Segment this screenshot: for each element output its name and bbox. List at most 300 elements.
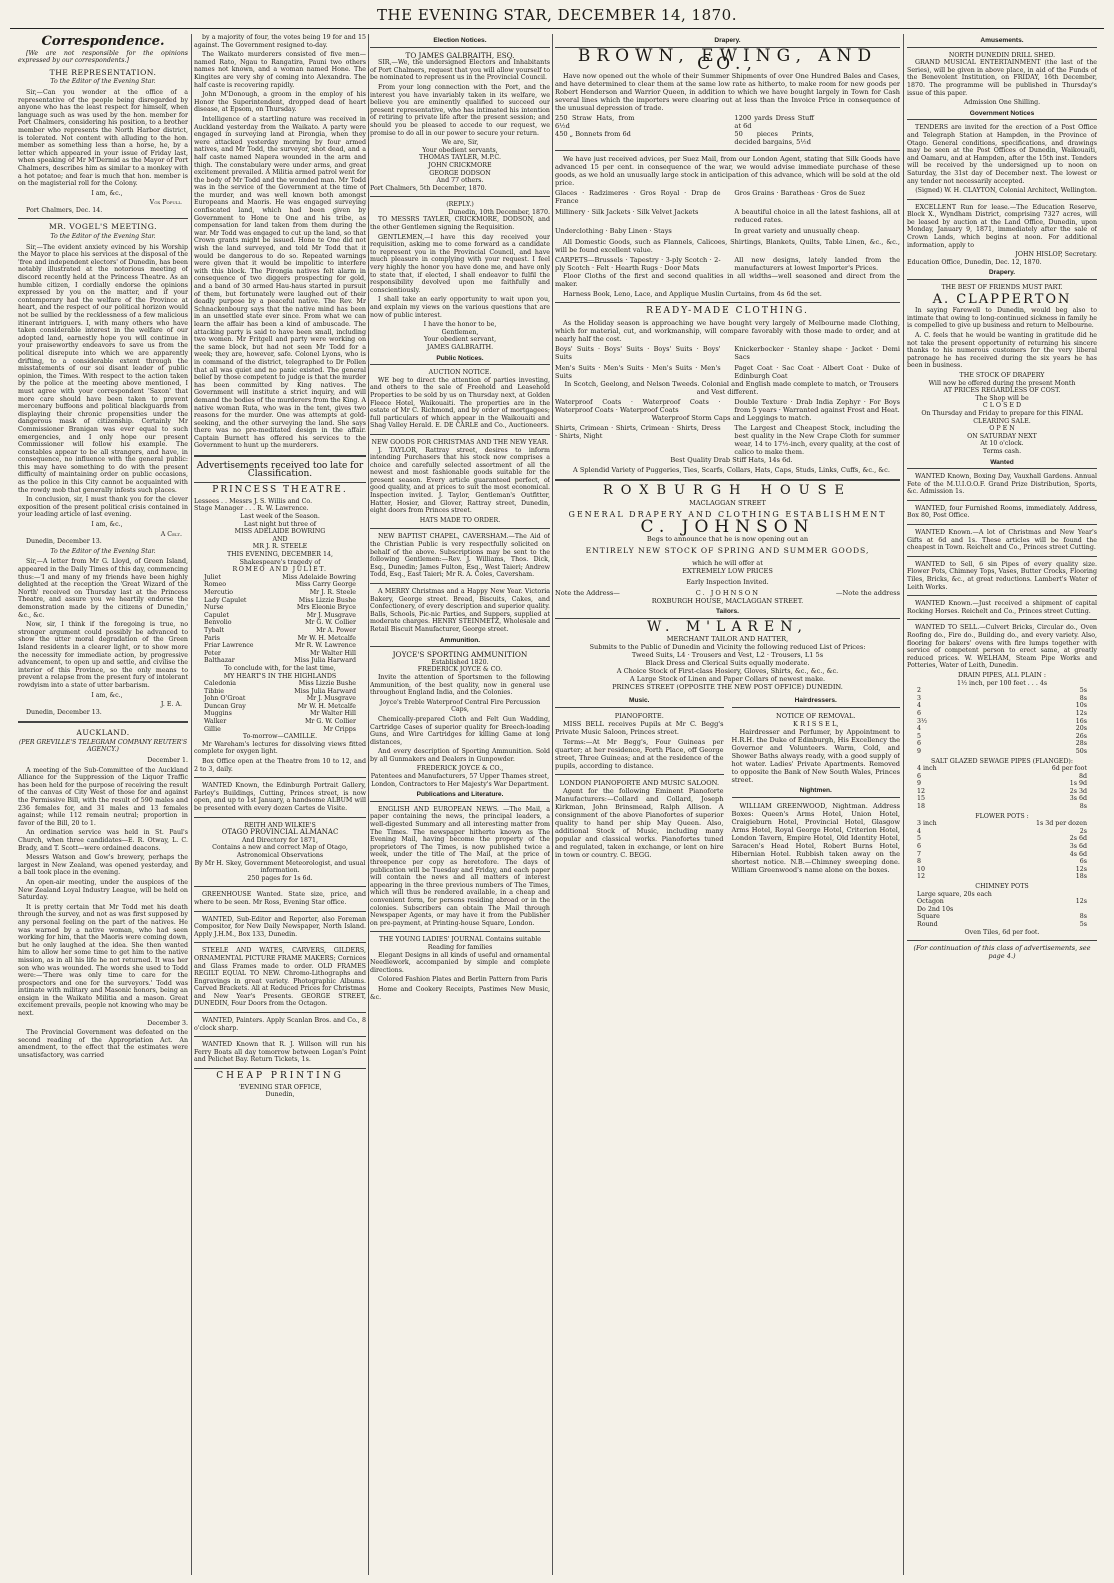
goods-item: Boys' Suits · Boys' Suits · Boys' Suits · Boys' Suits	[555, 345, 721, 361]
ad-wanted: WANTED Known, the Edinburgh Portrait Gallery, Farley's Buildings, Cutting, Princes street, is now open, and up to 1st January, a handsome ALBUM will be presented with every dozen Cartes de Visite.	[194, 782, 366, 812]
ad-line: Dunedin, 10th December, 1870.	[448, 208, 550, 216]
ad-title: PRINCESS THEATRE.	[212, 485, 348, 496]
divider	[555, 774, 724, 775]
disclaimer: [We are not responsible for the opinions expressed by our correspondents.]	[18, 49, 188, 65]
cast-row-value: Miss Carry George	[295, 581, 356, 589]
price-row-value: 2s	[1079, 827, 1087, 835]
price-row-value: 20s	[1075, 725, 1087, 733]
price-row	[907, 906, 1097, 914]
ad-line: Gentlemen,	[441, 328, 479, 336]
price-row-label: 10	[917, 865, 926, 873]
ad-title: THE BEST OF FRIENDS MUST PART.	[941, 284, 1063, 292]
divider	[18, 721, 188, 724]
ad-line: JAMES GALBRAITH.	[426, 343, 494, 351]
divider	[370, 528, 550, 529]
ad-title: TO JAMES GALBRAITH, ESQ.	[405, 50, 515, 60]
dateline: December 3.	[147, 1019, 188, 1027]
section-title: Public Notices.	[370, 355, 550, 366]
ad-line: Begs to announce that he is now opening out an	[646, 535, 809, 543]
cast-row-label: Capulet	[204, 611, 229, 619]
ad-line: ENTIRELY NEW STOCK OF SPRING AND SUMMER GOODS,	[585, 546, 870, 555]
divider	[907, 199, 1097, 200]
cast-row	[194, 718, 366, 726]
divider	[370, 931, 550, 932]
section-title: Publications and Literature.	[370, 791, 550, 802]
ad-line: And Directory for 1871,	[241, 836, 318, 844]
cast-row-value: Miss Julia Harward	[294, 657, 356, 665]
price-row-value: 6d per foot	[1051, 765, 1087, 773]
price-row-label: 15	[917, 795, 926, 803]
cast-row	[194, 597, 366, 605]
paragraph: Messrs Watson and Gow's brewery, perhaps the largest in New Zealand, was opened yesterday, and a ball took place in the evening.	[18, 854, 188, 877]
goods-item: Underclothing · Baby Linen · Stays	[555, 227, 672, 235]
divider	[907, 556, 1097, 557]
goods-list	[555, 364, 900, 380]
ad-wanted: WANTED Known, Boxing Day, Vauxhall Gardens. Annual Fete of the M.U.I.O.O.F. Grand Prize Distribution, Sports, &c. Admission 1s.	[907, 473, 1097, 496]
ad-line: (REPLY.)	[446, 201, 474, 209]
section-title: Government Notices	[907, 110, 1097, 121]
paragraph: WILLIAM GREENWOOD, Nightman. Address Boxes: Queen's Arms Hotel, Union Hotel, Craigieburn Hotel, Provincial Hotel, Glasgow Arms Hotel, Royal George Hotel, Criterion Hotel, London Tavern, Empire Hotel, Old Identity Hotel, Saracen's Head Hotel, Robert Burns Hotel, Hibernian Hotel. Rubbish taken away on the shortest notice. N.B.—Chimney sweeping done. William Greenwood's name alone on the boxes.	[731, 802, 900, 874]
paragraph: As the Holiday season is approaching we have bought very largely of Melbourne made Clothing, which for material, cut, and workmanship, will compare favorably with those made to order, and at nearly half the cost.	[555, 319, 900, 343]
goods-list	[555, 208, 900, 224]
divider	[194, 886, 366, 887]
divider	[907, 619, 1097, 620]
ad-line: JOHN HISLOP, Secretary.	[1015, 251, 1097, 259]
cast-row-value: Mrs Eleonie Bryce	[296, 604, 356, 612]
price-row-value: 50s	[1075, 747, 1087, 755]
paragraph: SIR,—We, the undersigned Electors and Inhabitants of Port Chalmers, request that you will allow yourself to be nominated to represent us in the Provincial Council.	[370, 59, 550, 82]
ad-line: The Shop will be	[975, 394, 1029, 402]
ad-line: And 77 others.	[436, 177, 484, 185]
paragraph: GENTLEMEN,—I have this day received your requisition, asking me to come forward as a candidate to represent you in the Provincial Council, and have much pleasure in complying with your request. I feel very highly the honor you have done me, and have only to state that, if elected, I shall endeavor to fulfil the responsibility devolved upon me faithfully and conscientiously.	[370, 233, 550, 294]
ad-line: HATS MADE TO ORDER.	[419, 516, 501, 524]
ad-title: ROXBURGH HOUSE	[603, 483, 852, 498]
ad-line: FREDERICK JOYCE & CO.,	[416, 765, 504, 773]
price-row	[907, 913, 1097, 921]
cast-list	[194, 574, 366, 665]
signature: Vox Populi.	[149, 199, 182, 207]
goods-item: A beautiful choice in all the latest fashions, all at reduced rates.	[734, 208, 900, 224]
paragraph: Agent for the following Eminent Pianoforte Manufacturers:—Collard and Collard, Joseph Kirkman, John Brinsmead, Ralph Allison. A consignment of the above Pianofortes of superior quality to hand per ship May Queen. Also, additional Stock of Music, including many popular and classical works. Pianofortes tuned and regulated, taken in exchange, or lent on hire in town or country. C. BEGG.	[555, 787, 724, 859]
price-row-value: 3s 6d	[1069, 795, 1087, 803]
price-line: Oven Tiles, 6d per foot.	[964, 928, 1040, 936]
ad-line: Mr Wareham's lectures for dissolving views fitted complete for oxygen light.	[194, 740, 366, 756]
cast-row-value: Mr G. W. Collier	[304, 718, 356, 726]
column-1	[18, 34, 188, 1575]
cast-row-value: Mr J. R. Steele	[309, 588, 356, 596]
goods-list	[555, 345, 900, 361]
cast-row	[194, 635, 366, 643]
divider	[370, 196, 550, 197]
ad-steele: STEELE AND WATES, CARVERS, GILDERS, ORNAMENTAL PICTURE FRAME MAKERS; Cornices and Glass Frames made to order. OLD FRAMES REGILT EQUAL TO NEW. Chromo-Lithographs and Engravings in great variety. Photographic Albums. Carved Brackets. All at Reduced Prices for Christmas and New Year's Presents. GEORGE STREET, DUNEDIN, Four Doors from the Octagon.	[194, 947, 366, 1008]
cast-row-value: Miss Lizzie Bushe	[298, 680, 356, 688]
ad-line: C. JOHNSON	[695, 589, 761, 597]
ad-line: At 10 o'clock.	[980, 440, 1024, 448]
cast-row-value: Miss Julia Harward	[294, 687, 356, 695]
price-row-value: 8s	[1079, 694, 1087, 702]
paragraph: All Domestic Goods, such as Flannels, Calicoes, Shirtings, Blankets, Quilts, Table Linen, &c., &c., will be found excellent value.	[555, 238, 900, 254]
section-title: Hairdressers.	[732, 697, 901, 708]
price-row-label: 4	[917, 702, 922, 710]
price-row	[907, 898, 1097, 906]
paragraph: EXCELLENT Run for lease.—The Education Reserve, Block X., Wyndham District, comprising 7327 acres, will be leased by auction at the Land Office, Dunedin, upon Monday, January 9, 1871, immediately after the sale of Crown Lands, which begins at noon. For additional information, apply to	[907, 203, 1097, 249]
cast-row	[194, 589, 366, 597]
ad-line: OTAGO PROVINCIAL ALMANAC	[221, 828, 339, 837]
cast-row-label: Nurse	[204, 604, 224, 612]
price-row-value: 28s	[1075, 740, 1087, 748]
paragraph: A MERRY Christmas and a Happy New Year. Victoria Bakery, George street. Bread, Biscuits, Cakes, and Confectionery, of every description and superior quality. Balls, Schools, Pic-nic Parties, and Suppers, supplied at moderate charges. HENRY STEINMETZ, Wholesale and Retail Biscuit Manufacturer, George street.	[370, 588, 550, 633]
section-title: Drapery.	[555, 37, 900, 48]
ad-line: Lessees . . Messrs J. S. Willis and Co.	[194, 497, 313, 505]
price-row	[907, 695, 1097, 703]
cast-row	[194, 612, 366, 620]
cast-row-label: Mercutio	[204, 588, 234, 596]
ad-line: Will now be offered during the present Month	[928, 379, 1076, 387]
price-title: DRAIN PIPES, ALL PLAIN :	[958, 671, 1046, 679]
ad-line: Submits to the Public of Dunedin and Vicinity the following reduced List of Prices:	[589, 643, 866, 651]
cast-row	[194, 695, 366, 703]
price-list	[907, 687, 1097, 755]
price-row-label: 6	[917, 772, 922, 780]
ad-line: 'EVENING STAR OFFICE,	[238, 1083, 322, 1091]
ad-wanted: WANTED Known.—A lot of Christmas and New Year's Gifts at 6d and 1s. These articles will be found the cheapest in Town. Reichelt and Co., Princes street Cutting.	[907, 529, 1097, 552]
article-title: MR. VOGEL'S MEETING.	[48, 222, 158, 232]
paragraph: Sir,—Can you wonder at the office of a representative of the people being disregarded by anyone who has the least respect for himself, when language such as was used by the hon. member for Port Chalmers, considering his position, to a brother member who represents the North Harbor district, is tolerated. Not content with alluding to the hon. member as something less than a horse, he, by a letter which appeared in your issue of Friday last, when speaking of Mr M'Dermid as the Mayor of Port Chalmers, describes him as similar to a monkey with a hot potatoe; and fear is much that hon. member is on the magisterial roll for the Colony.	[18, 88, 188, 188]
ad-line: C. JOHNSON	[640, 517, 815, 537]
price-row-label: 5	[917, 835, 922, 843]
ad-line: Black Dress and Clerical Suits equally moderate.	[645, 659, 810, 667]
dateline: Port Chalmers, Dec. 14.	[26, 206, 103, 214]
price-row-value: 8d	[1078, 772, 1087, 780]
paragraph: (Signed) W. H. CLAYTON, Colonial Architect, Wellington.	[915, 187, 1097, 195]
price-row	[907, 748, 1097, 756]
dateline: December 1.	[147, 757, 188, 765]
divider	[907, 500, 1097, 501]
cast-row-value: Mr Cripps	[323, 725, 356, 733]
signature: J. E. A.	[160, 701, 182, 709]
cast-row	[194, 703, 366, 711]
goods-list	[555, 424, 900, 456]
price-title: CHIMNEY POTS	[975, 883, 1029, 890]
paragraph: Hairdresser and Perfumer, by Appointment to H.R.H. the Duke of Edinburgh, His Excellency the Governor and Volunteers. Warm, Cold, and Shower Baths always ready, with a good supply of hot water. Ladies' Private Apartments. Removed to opposite the Bank of New South Wales, Princes street.	[731, 728, 900, 784]
paragraph: GRAND MUSICAL ENTERTAINMENT (the last of the Series), will be given in above place, in aid of the Funds of the Benevolent Institution, on FRIDAY, 16th December, 1870. The programme will be published in Thursday's issue of this paper.	[907, 59, 1097, 97]
goods-item: CARPETS—Brussels · Tapestry · 3-ply Scotch · 2-ply Scotch · Felt · Hearth Rugs · Door Mats	[555, 256, 721, 272]
paragraph: We have just received advices, per Suez Mail, from our London Agent, stating that Silk Goods have advanced 15 per cent. in consequence of the war, we would advise immediate purchase of these goods, as we hold an unusually large stock in anticipation of this advance, which will be sold at the old price.	[555, 155, 900, 187]
cast-row	[194, 688, 366, 696]
article-subtitle: (PER GREVILLE'S TELEGRAM COMPANY REUTER'S AGENCY.)	[18, 738, 188, 754]
ad-wanted: WANTED, Sub-Editor and Reporter, also Foreman Compositor, for New Daily Newspaper, North Island. Apply J.H.M., Box 133, Dunedin.	[194, 915, 366, 938]
paragraph: by a majority of four, the votes being 19 for and 15 against. The Government resigned to-day.	[194, 34, 366, 49]
goods-item: Waterproof Coats · Waterproof Coats · Waterproof Coats · Waterproof Coats	[555, 398, 721, 414]
ad-title: NORTH DUNEDIN DRILL SHED.	[948, 51, 1056, 59]
paragraph: TENDERS are invited for the erection of a Post Office and Telegraph Station at Hampden, in the Province of Otago. General conditions, specifications, and drawings may be seen at the Post Offices of Dunedin, Waikouaiti, and Oamaru, and at Hampden, after the 15th inst. Tenders will be received by the undersigned up to noon on Saturday, the 31st day of December next. The lowest or any tender not necessarily accepted.	[907, 124, 1097, 185]
cast-row-label: Romeo	[204, 581, 227, 589]
paragraph: I am, &c.,	[91, 189, 123, 197]
ad-line: I have the honor to be,	[423, 321, 497, 329]
cast-row	[194, 726, 366, 734]
ad-line: —Note the address	[835, 589, 900, 597]
ad-ferry: WANTED Known that R. J. Willson will run his Ferry Boats all day tomorrow between Logan's Point and Pelichet Bay. Return Tickets, 1s.	[194, 1041, 366, 1064]
cast-row-label: Walker	[204, 718, 227, 726]
ad-line: AND	[272, 535, 288, 543]
cast-row-label: Tibbie	[204, 687, 225, 695]
price-row-label: 7	[917, 850, 922, 858]
paragraph: An open-air meeting, under the auspices of the New Zealand Loyal Industry League, will be held on Saturday.	[18, 878, 188, 902]
ad-line: ROXBURGH HOUSE, MACLAGGAN STREET.	[651, 597, 804, 605]
price-row-value: 10s	[1075, 702, 1087, 710]
price-row-label: 4	[917, 827, 922, 835]
paragraph: Best Quality Drab Stiff Hats, 14s 6d.	[670, 456, 793, 464]
paragraph: In saying Farewell to Dunedin, would beg also to intimate that owing to long-continued sickness in family he is compelled to give up business and return to Melbourne.	[907, 307, 1097, 330]
ad-line: which he will offer at	[692, 559, 763, 567]
price-row	[907, 866, 1097, 874]
ad-title: CHEAP PRINTING	[216, 1071, 344, 1082]
price-row-value: 1s 9d	[1069, 780, 1087, 788]
price-title: SALT GLAZED SEWAGE PIPES (FLANGED):	[931, 757, 1073, 765]
goods-item: In great variety and unusually cheap.	[734, 227, 860, 235]
ad-line: A Choice Stock of First-class Hosiery, Gloves, Shirts, &c., &c., &c.	[616, 667, 839, 675]
lower-columns	[555, 694, 900, 876]
section-title: Correspondence.	[41, 34, 165, 49]
goods-item: Knickerbocker · Stanley shape · Jacket · Demi Sacs	[734, 345, 900, 361]
continuation-note: (For continuation of this class of advertisements, see page 4.)	[913, 944, 1091, 960]
paragraph: Now, sir, I think if the foregoing is true, no stronger argument could possibly be advanced to show the utter moral degradation of the Green Island residents in a clearer light, or to show more the necessity for immediate action, by progressive advancement, to open up and settle, and civilise the interior of this Province, so the only means to prevent a relapse from the present fury of intolerant rowdyism into a state of utter barbarism.	[18, 621, 188, 689]
ad-line: 250 pages for 1s 6d.	[247, 874, 313, 882]
price-row-value: 12s	[1075, 865, 1087, 873]
paragraph: Harness Book, Leno, Lace, and Applique Muslin Curtains, from 4s 6d the set.	[563, 290, 822, 298]
ad-title: LONDON PIANOFORTE AND MUSIC SALOON.	[559, 779, 720, 787]
ad-line: Port Chalmers, 5th December, 1870.	[370, 184, 487, 192]
paragraph: J. TAYLOR, Rattray street, desires to inform intending Purchasers that his stock now comprises a choice and carefully selected assortment of all the newest and most fashionable goods suitable for the present season. Every article guaranteed perfect, of good quality, and at prices to suit the most economical. Inspection invited. J. Taylor, Gentleman's Outfitter, Hatter, Hosier, and Glover, Rattray street, Dunedin, eight doors from Princes street.	[370, 446, 550, 515]
price-row-label: 8	[917, 858, 922, 866]
divider	[370, 434, 550, 435]
paragraph: From your long connection with the Port, and the interest you have invariably taken in its welfare, we believe you are eminently qualified to succeed our present representative, who has intimated his intention of retiring to private life after the present session; and should you be pleased to accede to our request, we promise to do all in our power to secure your return.	[370, 83, 550, 137]
cast-row	[194, 680, 366, 688]
divider	[555, 302, 900, 303]
divider	[555, 479, 900, 482]
divider	[194, 482, 366, 483]
ad-line: Terms cash.	[982, 447, 1022, 455]
ad-line: MISS ADELAIDE BOWRING	[234, 528, 326, 536]
divider	[370, 583, 550, 584]
cast-row-label: Balthazar	[204, 657, 235, 665]
article-subtitle: To the Editor of the Evening Star.	[50, 233, 156, 241]
ad-line: Early Inspection Invited.	[686, 578, 769, 586]
price-row-label: Round	[917, 920, 938, 928]
hairdresser-column	[732, 694, 901, 876]
goods-item: All new designs, lately landed from the manufacturers at lowest Importer's Prices.	[734, 256, 900, 272]
price-row	[907, 858, 1097, 866]
paragraph: The Provincial Government was defeated on the second reading of the Appropriation Act. An amendment, to the effect that the estimates were unsatisfactory, was carried	[18, 1029, 188, 1060]
ad-wanted: WANTED, four Furnished Rooms, immediately. Address, Box 80, Post Office.	[907, 504, 1097, 520]
price-row-label: 3½	[917, 717, 928, 725]
price-row-label: 9	[917, 747, 922, 755]
price-row-label: Octagon	[917, 898, 944, 906]
divider	[194, 777, 366, 778]
paragraph: In Scotch, Geelong, and Nelson Tweeds. Colonial and English made complete to match, or Trousers and Vest different.	[564, 380, 899, 396]
cast-row-label: Friar Lawrence	[204, 642, 254, 650]
paragraph: Patentees and Manufacturers, 57 Upper Thames street, London, Contractors to Her Majesty's War Department.	[370, 773, 550, 788]
ad-greenhouse: GREENHOUSE Wanted. State size, price, and where to be seen. Mr Ross, Evening Star office.	[194, 891, 366, 906]
paragraph: I am, &c.,	[91, 521, 123, 529]
cast-row-label: Muggins	[204, 710, 232, 718]
price-row-label: 2	[917, 687, 922, 695]
music-column	[555, 694, 724, 876]
cast-row-value: Mr W. H. Metcalfe	[297, 702, 356, 710]
price-row-label: 6	[917, 709, 922, 717]
price-row-value: 1s 3d per dozen	[1036, 820, 1087, 828]
column-5	[907, 34, 1097, 1575]
goods-item: The Largest and Cheapest Stock, including the best quality in the New Crape Cloth for summer wear, 14 to 17½-inch, every quality, at the cost of calico to make them.	[734, 424, 900, 456]
cast-row-label: John O'Groat	[204, 695, 246, 703]
ad-painters: WANTED, Painters. Apply Scanlan Bros. and Co., 8 o'clock sharp.	[194, 1017, 366, 1032]
section-title: Nightmen.	[732, 787, 901, 798]
cast-row	[194, 710, 366, 718]
price-row	[907, 773, 1097, 781]
cast-row	[194, 619, 366, 627]
ad-line: A Large Stock of Linen and Paper Collars of newest make.	[629, 675, 826, 683]
divider	[907, 595, 1097, 596]
goods-list	[555, 189, 900, 205]
cast-row-value: Mr G. W. Collier	[304, 619, 356, 627]
paragraph: In conclusion, sir, I must thank you for the clever exposition of the present political crisis contained in your leading article of last evening.	[18, 496, 188, 519]
column-rule	[552, 34, 553, 1575]
price-row-label: Square	[917, 913, 940, 921]
cast-row-label: Benvolio	[204, 619, 232, 627]
section-title: Amusements.	[907, 37, 1097, 48]
price-row	[907, 835, 1097, 843]
price-row-value: 4s 6d	[1069, 850, 1087, 858]
ad-line: AT PRICES REGARDLESS OF COST.	[943, 387, 1061, 395]
price-row	[907, 718, 1097, 726]
ad-line: FREDERICK JOYCE & CO.	[417, 666, 503, 674]
goods-list	[555, 227, 900, 235]
article-subtitle: To the Editor of the Evening Star.	[50, 78, 156, 86]
paragraph: Chemically-prepared Cloth and Felt Gun Wadding, Cartridge Cases of superior quality for Breech-loading Guns, and Wire Cartridges for killing Game at long distances,	[370, 715, 550, 746]
goods-item: Millinery · Silk Jackets · Silk Velvet Jackets	[555, 208, 699, 216]
column-3	[370, 34, 550, 1575]
ad-wanted: WANTED TO SELL.—Culvert Bricks, Circular do., Oven Roofing do., Fire do., Building do., and every variety. Also, flooring for bakers' ovens with fire lumps together with service of competent person to erect same, at greatly reduced prices. W. WELHAM, Steam Pipe Works and Potteries, Water of Leith, Dunedin.	[907, 624, 1097, 670]
paragraph: Have now opened out the whole of their Summer Shipments of over One Hundred Bales and Cases, and have determined to clear them at the same low rate as hitherto, to make room for new goods per Robert Henderson and Warrior Queen, in addition to which we have bought largely in Town for Cash several lines which the importers were clearing out at less than the Invoice Price in consequence of the unusual depression of trade.	[555, 72, 900, 112]
price-row-label: 5	[917, 732, 922, 740]
price-row	[907, 765, 1097, 773]
paragraph: A Splendid Variety of Puggeries, Ties, Scarfs, Collars, Hats, Caps, Studs, Links, Cuffs, &c., &c.	[573, 466, 890, 474]
ad-line: O P E N	[989, 425, 1015, 433]
paragraph: Elegant Designs in all kinds of useful and ornamental Needlework, accompanied by simple and complete directions.	[370, 951, 550, 974]
ad-title: BROWN, EWING, AND CO.,	[577, 46, 878, 74]
ad-line: To conclude with, for the last time,	[224, 664, 336, 672]
ad-line: MERCHANT TAILOR AND HATTER,	[666, 635, 789, 643]
paragraph: A. C. feels that he would be wanting in gratitude did he not take the present opportunity of returning his sincere thanks to his numerous customers for the very liberal patronage he has received during the six years he has been in business.	[907, 332, 1097, 370]
section-title: Drapery.	[907, 269, 1097, 280]
price-row	[907, 851, 1097, 859]
cast-row	[194, 642, 366, 650]
cast-row-label: Tybalt	[204, 626, 225, 634]
price-row-label: 12	[917, 873, 926, 881]
section-title: Wanted	[907, 459, 1097, 470]
price-row-value: 12s	[1075, 709, 1087, 717]
dateline: Dunedin, December 13.	[26, 538, 102, 546]
ad-line: MR J. R. STEELE	[252, 543, 308, 551]
ad-line: PRINCES STREET (OPPOSITE THE NEW POST OFFICE) DUNEDIN.	[612, 683, 843, 691]
cast-row-label: Peter	[204, 649, 221, 657]
paragraph: Invite the attention of Sportsmen to the following Ammunition, of the best quality, now in general use throughout England India, and the Colonies.	[370, 673, 550, 697]
paragraph: A meeting of the Sub-Committee of the Auckland Alliance for the Suppression of the Liquor Traffic has been held for the purpose of receiving the result of the canvas of City West of those for and against the Permissive Bill, with the result of 590 males and 236 females for, and 31 males and 13 females against; while 112 remain neutral; proportion in favor of the Bill, 20 to 1.	[18, 766, 188, 827]
goods-item: Men's Suits · Men's Suits · Men's Suits · Men's Suits	[555, 364, 721, 380]
column-2	[194, 34, 366, 1575]
paragraph: I am, &c.,	[91, 691, 123, 699]
price-row	[907, 843, 1097, 851]
price-item: 1200 yards Dress Stuff at 6d	[734, 114, 814, 130]
price-row	[907, 820, 1097, 828]
cast-row	[194, 581, 366, 589]
ad-title: PIANOFORTE.	[614, 712, 664, 720]
goods-item: Double Texture · Drab India Zephyr · For Boys from 5 years · Warranted against Frost and Heat.	[734, 398, 900, 414]
price-row-value: 3s 6d	[1069, 843, 1087, 851]
paragraph: It is pretty certain that Mr Todd met his death through the survey, and not as was first supposed by any personal feeling on the part of the natives. He was warned by a native woman, who had seen working for him, that the Maoris were coming down, but he only laughed at the idea. She then wanted him to allow her some time to get him to the native mission, as in all his life he not returned. It was her son who was wounded. The words she used to Todd were:—'There was only time to care for the prospectors and one for the surveyors.' Todd was intimate with military and Masonic honors, being an ensign in the Waikato Militia and a mason. Great excitement prevails, people not knowing who may be next.	[18, 903, 188, 1018]
paragraph: Sir,—A letter from Mr G. Lloyd, of Green Island, appeared in the Daily Times of this day, commencing thus:—'I and many of my friends have been highly delighted at the reception the 'Great Wizard of the North' received on Thursday last at the Princess Theatre, and assure you we heartily endorse the demonstration made by the citizens of Dunedin,' &c., &c.	[18, 558, 188, 619]
ad-wanted: WANTED to Sell, 6 sin Pipes of every quality size. Flower Pots, Chimney Tops, Vases, Butter Crocks, Flooring Tiles, Bricks, &c., at great reductions. Lambert's Water of Leith Works.	[907, 560, 1097, 591]
price-row-value: 5s	[1079, 687, 1087, 695]
ad-line: ON SATURDAY NEXT	[967, 432, 1037, 440]
column-rule	[191, 34, 192, 1575]
ad-line: Your obedient servants,	[422, 146, 498, 154]
ad-line: Box Office open at the Theatre from 10 to 12, and 2 to 3, daily.	[194, 758, 366, 773]
divider	[18, 218, 188, 219]
ad-line: GEORGE DODSON	[429, 169, 491, 177]
goods-list	[555, 398, 900, 414]
masthead: THE EVENING STAR, DECEMBER 14, 1870.	[10, 4, 1104, 29]
ad-line: We are, Sir,	[441, 139, 479, 147]
ad-line: Your obedient servant,	[423, 336, 497, 344]
ad-line: GENERAL DRAPERY AND CLOTHING ESTABLISHMENT	[568, 510, 887, 519]
price-list	[555, 114, 900, 146]
ad-title: THE YOUNG LADIES' JOURNAL Contains suitable	[379, 936, 541, 944]
price-row-value: 26s	[1075, 732, 1087, 740]
price-row-value: 18s	[1075, 873, 1087, 881]
price-row-label: 6	[917, 843, 922, 851]
paragraph: Waterproof Storm Caps and Leggings to match.	[651, 414, 812, 422]
section-title: Music.	[555, 697, 724, 708]
ad-title: AUCTION NOTICE.	[428, 369, 492, 377]
paragraph: Home and Cookery Receipts, Pastimes New Music, &c.	[370, 985, 550, 1001]
ad-title: W. M'LAREN,	[647, 619, 808, 635]
cast-row-label: Lady Capulet	[204, 596, 247, 604]
paragraph: Sir,—The evident anxiety evinced by his Worship the Mayor to place his services at the disposal of the 'free and independent electors' of Dunedin, has been notably illustrated at the notorious meeting of discord recently held at the Princess Theatre. As an humble citizen, I cordially endorse the opinions expressed by you on the matter, and if your contemporary had the welfare of the Province at heart, and the respect of our political horizon would not be sullied by the recklessness of a few malicious itinerant intriguers. I, with many others who have taken considerable interest in the welfare of our adopted land, earnestly hope you will continue in your praiseworthy endeavors to save us from the political disrepute into which we are apparently drifting, to a considerable extent through the misstatements of our soi disant leader of public opinion, the Times. With respect to the action taken by the police at the meeting above mentioned, I must agree with your correspondent 'Saxon' that more care should have been taken to prevent mercenary buffoons and political blackguards from displaying their chronic propensities under the dangerous mask of citizenship. Certainly Mr Commissioner Branigan was ever equal to such emergencies, and I only hope our present Commissioner will follow his example. The constables appear to be all strangers, and have, in consequence, no influence with the general public: this may have something to do with the present difficulty of maintaining order on public occasions, as the police in this City cannot be acquainted with the rowdy mob that generally infests such places.	[18, 243, 188, 494]
goods-list	[555, 256, 900, 272]
divider	[194, 455, 366, 458]
cast-row	[194, 604, 366, 612]
ad-line: On Thursday and Friday to prepare for this FINAL CLEARING SALE.	[921, 409, 1083, 425]
price-row-label: 4 inch	[917, 765, 937, 773]
cast-list	[194, 680, 366, 733]
price-row-label: 4	[917, 725, 922, 733]
price-row-label: 18	[917, 803, 926, 811]
price-list	[907, 891, 1097, 929]
ad-line: Education Office, Dunedin, Dec. 12, 1870.	[907, 258, 1042, 266]
price-row	[907, 921, 1097, 929]
ad-line: By Mr H. Skey, Government Meteorologist, and usual information.	[194, 859, 366, 875]
paragraph: MISS BELL receives Pupils at Mr C. Begg's Private Music Saloon, Princes street.	[555, 720, 724, 736]
column-rule	[903, 34, 904, 1575]
cast-row-label: Caledonia	[204, 680, 236, 688]
price-row-value: 16s	[1075, 717, 1087, 725]
price-row-value: 8s	[1079, 803, 1087, 811]
paragraph: Joyce's Treble Waterproof Central Fire Percussion Caps,	[379, 698, 541, 714]
cast-row-value: Mr R. W. Lawrence	[295, 642, 356, 650]
cast-row-value: Mr W. H. Metcalfe	[297, 634, 356, 642]
section-title: Ammunition.	[370, 637, 550, 648]
